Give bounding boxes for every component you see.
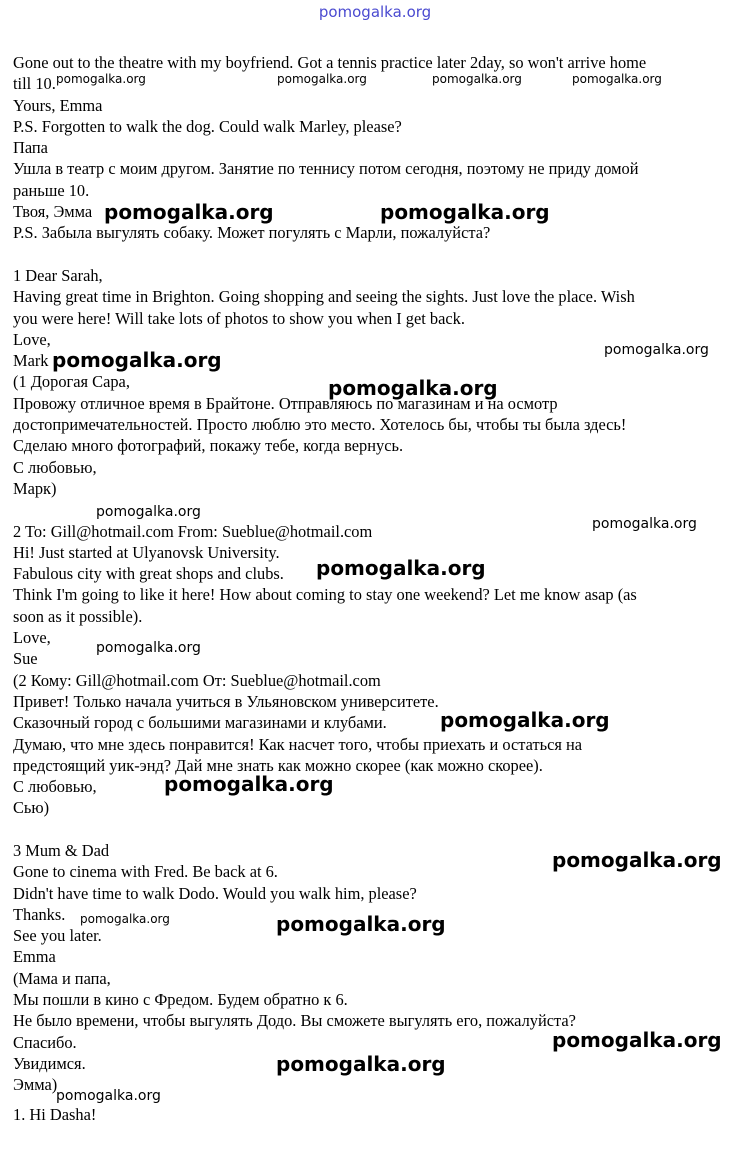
text-line: Не было времени, чтобы выгулять Додо. Вы сможете выгулять его, пожалуйста? xyxy=(13,1011,576,1031)
text-line: P.S. Forgotten to walk the dog. Could walk Marley, please? xyxy=(13,116,402,136)
text-line: Thanks. xyxy=(13,904,66,924)
text-line: Having great time in Brighton. Going shopping and seeing the sights. Just love the place. Wish xyxy=(13,287,635,307)
watermark: pomogalka.org xyxy=(96,640,201,656)
watermark: pomogalka.org xyxy=(552,848,722,872)
text-line: Love, xyxy=(13,329,51,349)
text-line: Yours, Emma xyxy=(13,95,103,115)
text-line: Sue xyxy=(13,649,38,669)
text-line: предстоящий уик-энд? Дай мне знать как можно скорее (как можно скорее). xyxy=(13,755,543,775)
text-line: Hi! Just started at Ulyanovsk University. xyxy=(13,542,280,562)
text-line: See you later. xyxy=(13,926,102,946)
text-line: С любовью, xyxy=(13,457,97,477)
watermark: pomogalka.org xyxy=(276,912,446,936)
text-line: Love, xyxy=(13,628,51,648)
text-line: Gone out to the theatre with my boyfriend. Got a tennis practice later 2day, so won't arrive home xyxy=(13,53,647,72)
text-line: достопримечательностей. Просто люблю это место. Хотелось бы, чтобы ты была здесь! xyxy=(13,415,627,435)
text-line: Привет! Только начала учиться в Ульяновском университете. xyxy=(13,691,439,711)
text-line: Мы пошли в кино с Фредом. Будем обратно к 6. xyxy=(13,990,348,1010)
watermark: pomogalka.org xyxy=(592,516,697,532)
text-line: Провожу отличное время в Брайтоне. Отправляюсь по магазинам и на осмотр xyxy=(13,393,558,413)
text-line: раньше 10. xyxy=(13,180,90,200)
watermark: pomogalka.org xyxy=(277,72,367,86)
text-line: 2 To: Gill@hotmail.com From: Sueblue@hotmail.com xyxy=(13,521,373,541)
text-line: Эмма) xyxy=(13,1075,58,1095)
text-line: Думаю, что мне здесь понравится! Как насчет того, чтобы приехать и остаться на xyxy=(13,734,583,754)
text-line: 3 Mum & Dad xyxy=(13,840,110,860)
text-line: Gone to cinema with Fred. Be back at 6. xyxy=(13,862,278,882)
text-line: 1. Hi Dasha! xyxy=(13,1104,97,1124)
text-line: you were here! Will take lots of photos to show you when I get back. xyxy=(13,308,465,328)
text-line: P.S. Забыла выгулять собаку. Может погулять с Марли, пожалуйста? xyxy=(13,223,491,243)
text-line: Сью) xyxy=(13,798,50,818)
text-line: Think I'm going to like it here! How about coming to stay one weekend? Let me know asap (as xyxy=(13,585,637,605)
text-line: (1 Дорогая Сара, xyxy=(13,372,130,392)
text-line: Emma xyxy=(13,947,56,967)
watermark: pomogalka.org xyxy=(380,200,550,224)
text-line: Ушла в театр с моим другом. Занятие по теннису потом сегодня, поэтому не приду домой xyxy=(13,159,639,179)
watermark: pomogalka.org xyxy=(440,708,610,732)
watermark: pomogalka.org xyxy=(328,376,498,400)
text-line: Didn't have time to walk Dodo. Would you walk him, please? xyxy=(13,883,417,903)
text-line: Увидимся. xyxy=(13,1053,86,1073)
watermark: pomogalka.org xyxy=(52,348,222,372)
text-line: soon as it possible). xyxy=(13,606,143,626)
text-line: Сказочный город с большими магазинами и клубами. xyxy=(13,713,387,733)
watermark: pomogalka.org xyxy=(572,72,662,86)
watermark: pomogalka.org xyxy=(316,556,486,580)
header-watermark: pomogalka.org xyxy=(318,3,432,21)
text-line: Папа xyxy=(13,138,48,158)
watermark: pomogalka.org xyxy=(96,504,201,520)
text-line: Твоя, Эмма xyxy=(13,202,93,222)
watermark: pomogalka.org xyxy=(164,772,334,796)
watermark: pomogalka.org xyxy=(56,1088,161,1104)
watermark: pomogalka.org xyxy=(56,72,146,86)
watermark: pomogalka.org xyxy=(80,912,170,926)
text-line: Fabulous city with great shops and clubs. xyxy=(13,564,284,584)
text-line: till 10. xyxy=(13,74,56,94)
blank-line xyxy=(13,819,738,840)
watermark: pomogalka.org xyxy=(276,1052,446,1076)
text-line: Сделаю много фотографий, покажу тебе, когда вернусь. xyxy=(13,436,404,456)
text-line: С любовью, xyxy=(13,777,97,797)
text-line: Марк) xyxy=(13,478,57,498)
watermark: pomogalka.org xyxy=(604,342,709,358)
blank-line xyxy=(13,244,738,265)
text-line: 1 Dear Sarah, xyxy=(13,265,103,285)
text-line: Спасибо. xyxy=(13,1032,77,1052)
text-line: Mark xyxy=(13,351,49,371)
text-line: (2 Кому: Gill@hotmail.com От: Sueblue@hotmail.com xyxy=(13,670,381,690)
watermark: pomogalka.org xyxy=(552,1028,722,1052)
watermark: pomogalka.org xyxy=(432,72,522,86)
watermark: pomogalka.org xyxy=(104,200,274,224)
text-line: (Мама и папа, xyxy=(13,968,111,988)
